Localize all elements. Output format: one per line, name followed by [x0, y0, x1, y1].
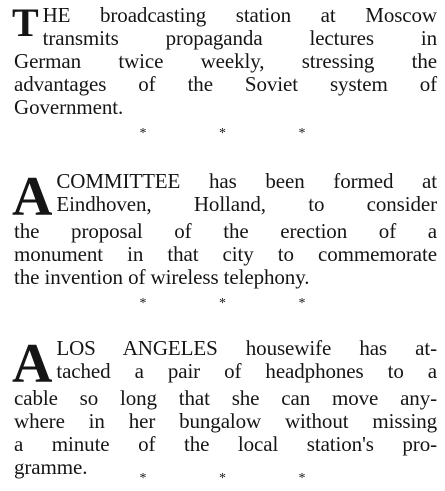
- text-line: where in her bungalow without missing: [14, 409, 437, 433]
- separator-stars: [0, 296, 445, 312]
- text-line: cable so long that she can move any-: [14, 386, 437, 410]
- text-line: transmits propaganda lectures in: [42, 26, 437, 50]
- text-line: LOS ANGELES housewife has at-: [56, 336, 437, 360]
- news-item-moscow: [12, 0, 437, 119]
- drop-cap: A: [12, 166, 53, 228]
- drop-cap: A: [12, 333, 53, 395]
- separator-stars: [0, 126, 445, 142]
- star-mark: *: [219, 296, 226, 311]
- star-mark: *: [139, 126, 147, 141]
- star-mark: *: [298, 126, 306, 141]
- star-mark: *: [139, 296, 147, 311]
- drop-cap: T: [12, 0, 39, 45]
- star-mark: *: [298, 296, 306, 311]
- star-mark: *: [298, 471, 306, 486]
- text-line: advantages of the Soviet system of: [14, 72, 437, 96]
- star-mark: *: [219, 126, 226, 141]
- separator-stars: [0, 471, 445, 487]
- text-line: HE broadcasting station at Moscow: [42, 3, 437, 27]
- text-line: tached a pair of headphones to a: [56, 359, 437, 383]
- star-mark: *: [219, 471, 226, 486]
- text-line: monument in that city to commemorate: [14, 242, 437, 266]
- text-line: a minute of the local station's pro-: [14, 432, 437, 456]
- news-item-eindhoven: [12, 166, 437, 289]
- text-line: Eindhoven, Holland, to consider: [56, 192, 437, 216]
- star-mark: *: [139, 471, 147, 486]
- text-line: COMMITTEE has been formed at: [56, 169, 437, 193]
- news-item-los-angeles: [12, 333, 437, 479]
- text-line: the proposal of the erection of a: [14, 219, 437, 243]
- text-line: gramme.: [14, 455, 88, 479]
- text-line: German twice weekly, stressing the: [14, 49, 437, 73]
- text-line: the invention of wireless telephony.: [14, 265, 310, 289]
- text-line: Government.: [14, 95, 124, 119]
